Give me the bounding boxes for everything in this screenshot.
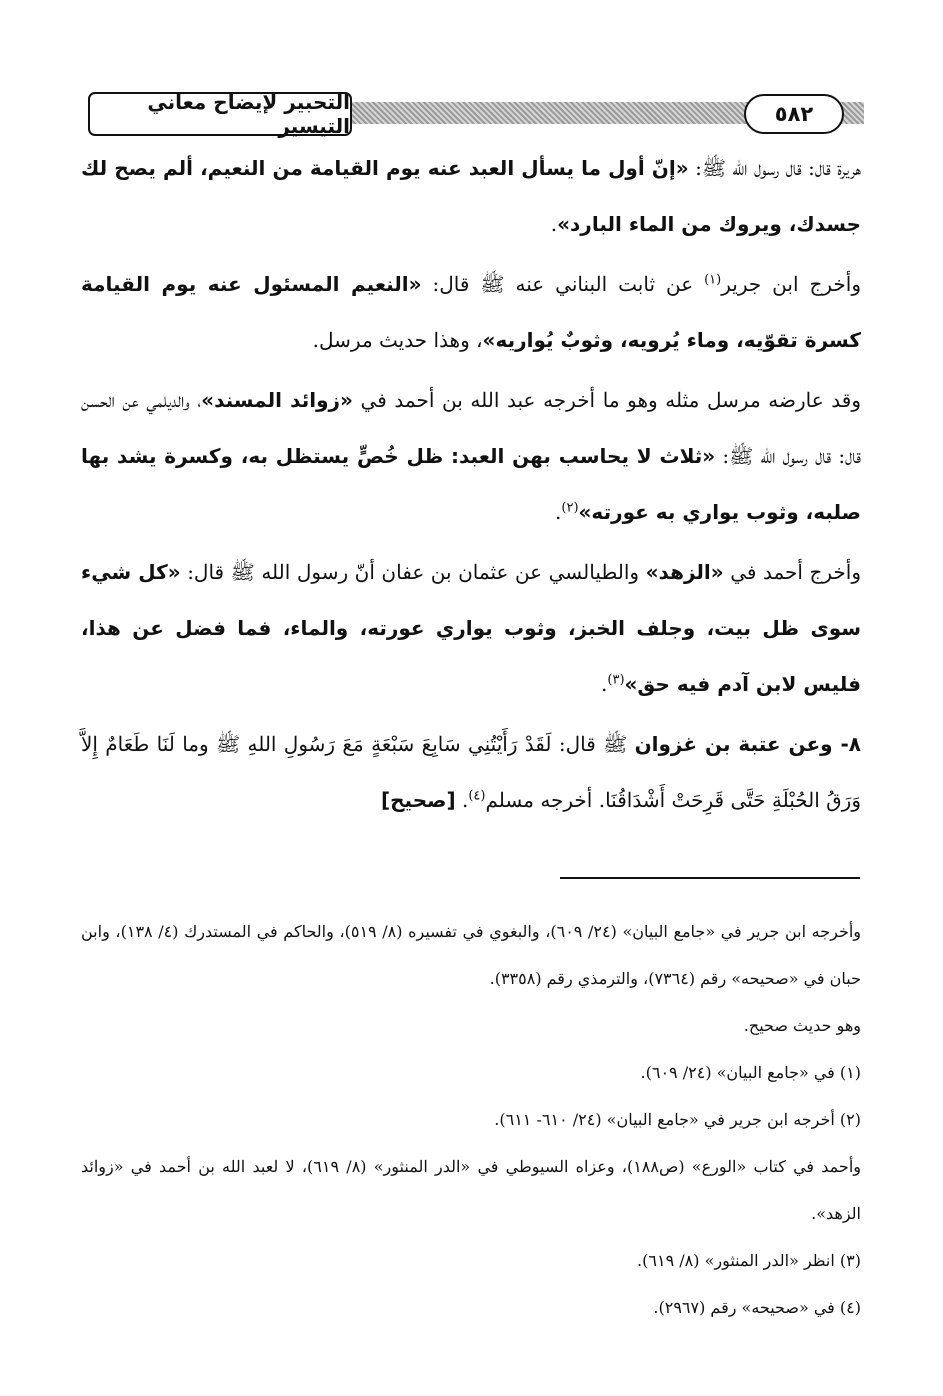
text-run: عن ثابت البناني عنه ﷺ قال: [421,272,705,296]
footnote-3: (٣) انظر «الدر المنثور» (٨/ ٦١٩). [637,1251,861,1270]
text-run: . [550,212,558,236]
footnote-ref: (٣) [607,672,625,688]
footnotes [81,908,861,1331]
paragraph-2 [81,256,861,368]
footnote-separator [560,877,860,879]
main-text [81,140,861,832]
hadith-quote: «كل شيء سوى ظل بيت، وجلف الخبز، وثوب يواري عورته، والماء، فما فضل عن هذا، فليس لابن آدم فيه حق» [81,560,861,696]
footnote-line: وهو حديث صحيح. [743,1016,861,1035]
page-header [88,92,864,136]
book-title: التحبير لإيضاح معاني التيسير [88,92,352,136]
text-run: ، والديلمي عن الحسن قال: قال رسول الله ﷺ: [81,388,861,468]
paragraph-1 [81,140,861,252]
hadith-quote: «ثلاث لا يحاسب بهن العبد: ظل خُصٍّ يستظل به، وكسرة يشد بها صلبه، وثوب يواري به عورته» [81,444,861,524]
grading-label: [صحيح] [381,788,456,812]
text-run: وقد عارضه مرسل مثله وهو ما أخرجه عبد الله بن أحمد في [352,388,861,412]
text-run: ، وهذا حديث مرسل. [312,328,483,352]
hadith-number: ٨- وعن عتبة بن غزوان [634,732,861,756]
footnote-4: (٤) في «صحيحه» رقم (٢٩٦٧). [653,1298,861,1317]
paragraph-5 [81,716,861,828]
footnote-ref: (٤) [468,788,486,804]
footnote-1: (١) في «جامع البيان» (٢٤/ ٦٠٩). [640,1063,861,1082]
book-name: «الزهد» [645,560,724,584]
hadith-quote: «إنّ أول ما يسأل العبد عنه يوم القيامة من النعيم، ألم يصح لك جسدك، ويروك من الماء البارد» [81,156,861,236]
text-run: ﷺ قال: لَقَدْ رَأَيْتُنِي سَابِعَ سَبْعَةٍ مَعَ رَسُولِ اللهِ ﷺ وما لَنَا طَعَامٌ إِلاَّ وَرَقُ الحُبْلَةِ حَتَّى قَرِحَتْ أَشْدَاقُنَا. أخرجه مسلم [81,732,861,812]
footnote-line: وأحمد في كتاب «الورع» (ص١٨٨)، وعزاه السيوطي في «الدر المنثور» (٨/ ٦١٩)، لا لعبد الله بن أحمد في «زوائد الزهد». [81,1157,861,1223]
text-run: . [455,788,469,812]
text-run: . [601,672,608,696]
footnote-ref: (٢) [561,500,579,516]
paragraph-3 [81,372,861,540]
text-run: وأخرج أحمد في [723,560,862,584]
footnote-2: (٢) أخرجه ابن جرير في «جامع البيان» (٢٤/ ٦١٠- ٦١١). [494,1110,861,1129]
page-number: ٥٨٢ [744,94,844,134]
book-name: «زوائد المسند» [201,388,353,412]
text-run: وأخرج ابن جرير [721,272,861,296]
footnote-ref: (١) [704,272,722,288]
text-run: والطيالسي عن عثمان بن عفان أنّ رسول الله ﷺ قال: [180,560,646,584]
text-run: . [555,500,562,524]
hadith-quote: «النعيم المسئول عنه يوم القيامة كسرة تقوّيه، وماء يُرويه، وثوبٌ يُواريه» [81,272,861,352]
text-run: هريرة قال: قال رسول الله ﷺ: [688,156,862,180]
footnote-line: وأخرجه ابن جرير في «جامع البيان» (٢٤/ ٦٠٩)، والبغوي في تفسيره (٨/ ٥١٩)، والحاكم في المستدرك (٤/ ١٣٨)، وابن حبان في «صحيحه» رقم (٧٣٦٤)، والترمذي رقم (٣٣٥٨). [81,922,862,988]
paragraph-4 [81,544,861,712]
